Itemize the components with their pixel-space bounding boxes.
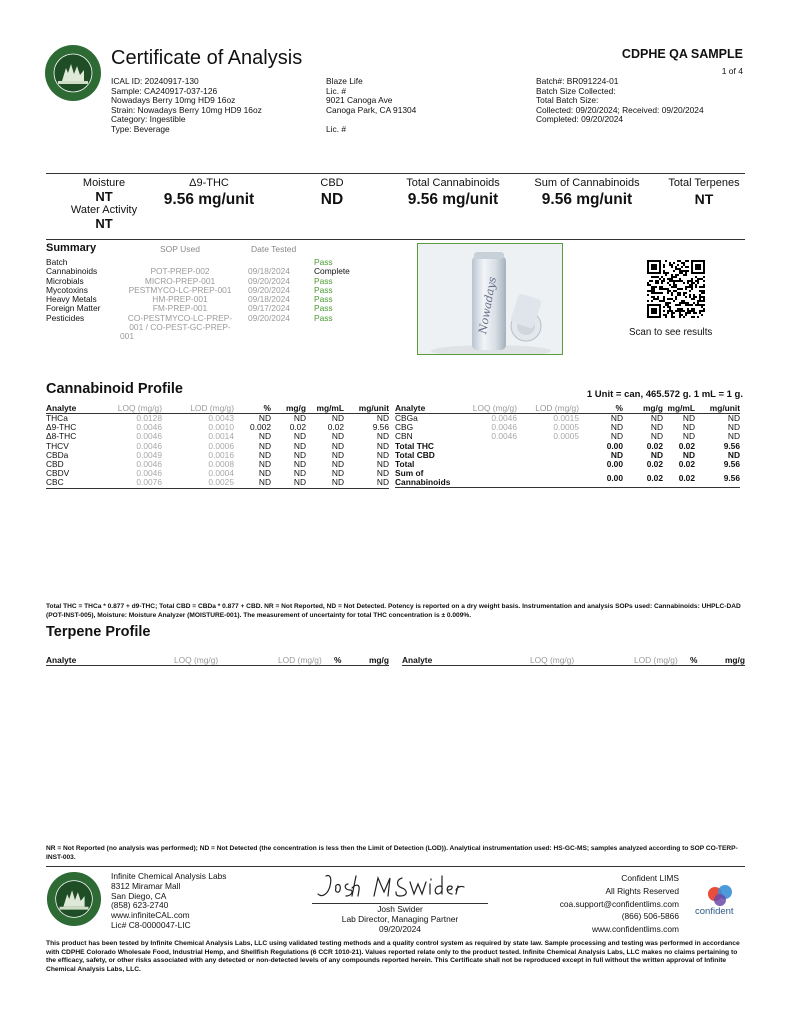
table-cell: ND [682, 422, 695, 433]
test-name: Foreign Matter [46, 303, 101, 314]
table-cell: ND [610, 413, 623, 423]
total-value: ND [610, 449, 623, 460]
test-result: Pass [314, 294, 333, 305]
lab-info [111, 872, 226, 931]
analyte-name: CBDa [46, 449, 69, 460]
total-value: 0.02 [678, 440, 695, 451]
unit-note: 1 Unit = can, 465.572 g. 1 mL = 1 g. [586, 389, 743, 400]
lims-name: Confident LIMS [621, 873, 679, 883]
table-cell: 0.0005 [553, 431, 579, 442]
lab-logo [44, 44, 102, 102]
sum-label-line: Cannabinoids [395, 477, 451, 488]
test-date: 09/20/2024 [248, 312, 290, 323]
total-value: 0.00 [606, 440, 623, 451]
sum-value: 0.02 [663, 469, 695, 488]
client-street: 9021 Canoga Ave [326, 95, 393, 106]
table-cell: 0.0005 [553, 422, 579, 433]
col-header: mg/g [368, 655, 389, 665]
lims-info [560, 872, 679, 936]
table-cell: ND [376, 468, 389, 479]
col-header: Analyte [46, 403, 106, 414]
total-row [395, 460, 740, 469]
lims-rights: All Rights Reserved [605, 885, 679, 896]
lims-phone: (866) 506-5866 [621, 911, 679, 922]
sample-id: Sample: CA240917-037-126 [111, 85, 218, 96]
test-date: 09/18/2024 [248, 266, 290, 277]
table-cell: ND [293, 449, 306, 460]
lab-website[interactable]: www.infiniteCAL.com [111, 910, 190, 921]
sop: MICRO-PREP-001 [144, 275, 216, 286]
table-cell: ND [610, 431, 623, 442]
table-cell: 0.0046 [136, 422, 162, 433]
table-cell: ND [376, 449, 389, 460]
table-cell: 0.0010 [208, 422, 234, 433]
sum-cannabinoids-metric [525, 177, 649, 209]
table-cell: ND [293, 440, 306, 451]
col-header: % [334, 655, 342, 665]
table-cell: ND [258, 413, 271, 423]
qr-caption: Scan to see results [629, 327, 713, 338]
divider [46, 239, 745, 240]
table-cell: 0.0076 [106, 478, 162, 488]
total-label: Total THC [395, 440, 434, 451]
col-header: LOQ (mg/g) [530, 655, 575, 665]
col-header: % [690, 655, 698, 665]
col-header: mg/g [623, 403, 663, 414]
table-cell: 0.002 [250, 422, 271, 433]
type: Type: Beverage [111, 123, 170, 134]
lab-name: Infinite Chemical Analysis Labs [111, 871, 227, 881]
col-header: mg/g [724, 655, 745, 665]
test-result: Pass [314, 312, 333, 323]
client-license-2: Lic. # [326, 123, 347, 134]
cannabinoid-table-right [395, 403, 740, 488]
table-cell: ND [258, 431, 271, 442]
col-header: mg/unit [344, 403, 389, 414]
strain: Strain: Nowadays Berry 10mg HD9 16oz [111, 104, 262, 115]
client-name: Blaze Life [326, 76, 363, 86]
table-cell: 0.02 [289, 422, 306, 433]
client-info [326, 77, 416, 135]
table-cell: ND [258, 449, 271, 460]
total-value: ND [650, 449, 663, 460]
col-header: mg/unit [695, 403, 740, 414]
sop: PESTMYCO-LC-PREP-001 [128, 284, 232, 295]
col-header: LOD (mg/g) [278, 655, 322, 665]
summary-tests [46, 258, 100, 323]
terpene-table-header-right [402, 655, 745, 666]
col-header: mg/mL [663, 403, 695, 414]
product-name: Nowadays Berry 10mg HD9 16oz [111, 95, 236, 106]
table-cell: ND [331, 459, 344, 470]
table-cell: ND [682, 431, 695, 442]
analyte-name: Δ8-THC [46, 431, 77, 442]
product-photo [417, 243, 563, 355]
table-cell: ND [258, 459, 271, 470]
sop: CO-PESTMYCO-LC-PREP- [127, 312, 233, 323]
test-date: 09/17/2024 [248, 303, 290, 314]
sample-info [111, 77, 262, 135]
test-result: Complete [314, 266, 350, 277]
table-cell: ND [331, 449, 344, 460]
disclaimer: This product has been tested by Infinite Chemical Analysis Labs, LLC using validated testing methods and a quality control system as required by state law. Sample processing and testing was performed in accordance with CDPHE Colorado Wholesale Food, Industrial Hemp, and Shellfish Regulations (6 CCR 1010-21). Values reported relate only to the product tested. Infinite Chemical Analysis Labs, LLC makes no claims pertaining to the efficacy, safety, or other risks associated with any detected or non-detected levels of any compounds reported herein. This Certificate shall not be reproduced except in full without the written approval of Infinite Chemical Analysis Labs, LLC. [46, 940, 740, 973]
test-result: Pass [314, 257, 333, 267]
moisture-value: NT [95, 189, 113, 204]
col-header: % [579, 403, 623, 414]
total-terpenes-metric [659, 177, 749, 207]
category: Category: Ingestible [111, 114, 186, 125]
lab-street: 8312 Miramar Mall [111, 880, 181, 891]
terpene-footnote: NR = Not Reported (no analysis was performed); ND = Not Detected (the concentration is less then the Limit of Detection (LOD)). Analytical instrumentation used: HS-GC-MS; samples analyzed according to SOP CO-TERP-INST-003. [46, 845, 738, 861]
test-name: Batch [46, 257, 68, 267]
moisture-metric [62, 177, 146, 231]
signer-title: Lab Director, Managing Partner [341, 913, 459, 924]
signer-name: Josh Swider [377, 904, 423, 914]
cannabinoid-profile-title: Cannabinoid Profile [46, 381, 183, 397]
can-label: Nowadays [476, 275, 499, 335]
table-cell: 0.0046 [491, 413, 517, 423]
test-name: Cannabinoids [46, 266, 98, 277]
total-value: 0.02 [678, 459, 695, 470]
cbd-value: ND [320, 191, 344, 208]
table-cell: ND [258, 468, 271, 479]
analyte-name: CBD [46, 459, 64, 470]
total-value: ND [682, 449, 695, 460]
lab-license: Lic# C8-0000047-LIC [111, 919, 191, 930]
total-value: 0.02 [646, 440, 663, 451]
col-header: LOQ (mg/g) [467, 403, 517, 414]
table-cell: 9.56 [372, 422, 389, 433]
ical-id: ICAL ID: 20240917-130 [111, 76, 199, 86]
divider [46, 173, 745, 174]
test-date: 09/20/2024 [248, 284, 290, 295]
summary-dates [248, 258, 290, 323]
table-row [46, 478, 389, 488]
col-header: LOD (mg/g) [517, 403, 579, 414]
lab-logo [46, 871, 102, 927]
table-cell: ND [610, 422, 623, 433]
sop: 001 / CO-PEST-GC-PREP- [129, 322, 231, 333]
client-license: Lic. # [326, 85, 347, 96]
table-cell: ND [376, 459, 389, 470]
analyte-name: THCV [46, 440, 69, 451]
table-cell: ND [293, 413, 306, 423]
page-number: 1 of 4 [721, 66, 743, 76]
analyte-name: CBG [395, 422, 414, 433]
cbd-label: CBD [320, 177, 344, 189]
col-header: % [234, 403, 271, 414]
collected-received: Collected: 09/20/2024; Received: 09/20/2024 [536, 104, 704, 115]
analyte-name: CBDV [46, 468, 70, 479]
divider [46, 866, 745, 867]
table-cell: ND [650, 431, 663, 442]
table-cell: ND [293, 431, 306, 442]
lab-city: San Diego, CA [111, 890, 167, 901]
table-cell: 0.0025 [162, 478, 234, 488]
test-name: Pesticides [46, 312, 85, 323]
sum-row [395, 469, 740, 488]
sop: 001 [120, 331, 134, 342]
table-cell: 0.0015 [553, 413, 579, 423]
col-header: Analyte [46, 655, 77, 665]
total-batch-size: Total Batch Size: [536, 95, 599, 106]
signature [312, 870, 482, 902]
sum-value: 0.02 [623, 469, 663, 488]
cannabinoid-table-left [46, 403, 389, 489]
table-cell: 0.0049 [136, 449, 162, 460]
sum-label-line: Sum of [395, 468, 424, 479]
table-cell: 0.0043 [208, 413, 234, 423]
col-header: Analyte [395, 403, 467, 414]
test-date: 09/18/2024 [248, 294, 290, 305]
table-cell: ND [293, 459, 306, 470]
batch-number: Batch#: BR091224-01 [536, 76, 619, 86]
table-cell: 0.0014 [208, 431, 234, 442]
total-value: 0.02 [646, 459, 663, 470]
completed-date: Completed: 09/20/2024 [536, 114, 624, 125]
table-cell: ND [650, 422, 663, 433]
d9-thc-label: Δ9-THC [189, 177, 229, 189]
total-cannabinoids-value: 9.56 mg/unit [407, 191, 499, 208]
table-cell: 0.0006 [208, 440, 234, 451]
lims-email[interactable]: coa.support@confidentlims.com [559, 898, 679, 909]
total-value: 9.56 [723, 440, 740, 451]
client-city: Canoga Park, CA 91304 [326, 104, 417, 115]
terpene-table-header-left [46, 655, 389, 666]
col-header: LOD (mg/g) [162, 403, 234, 414]
batch-info [536, 77, 704, 125]
total-cannabinoids-label: Total Cannabinoids [406, 177, 500, 189]
beverage-can-image [418, 244, 563, 355]
total-value: ND [727, 449, 740, 460]
table-cell: 0.0004 [208, 468, 234, 479]
sum-value: 0.00 [579, 469, 623, 488]
col-header: mg/g [271, 403, 306, 414]
d9-thc-value: 9.56 mg/unit [163, 191, 255, 208]
sum-cannabinoids-label: Sum of Cannabinoids [534, 177, 640, 189]
moisture-label: Moisture [82, 177, 126, 189]
summary-results [314, 258, 350, 323]
analyte-name: THCa [46, 413, 68, 423]
table-cell: 0.0046 [491, 422, 517, 433]
table-cell: ND [306, 478, 344, 488]
test-name: Heavy Metals [46, 294, 97, 305]
total-value: 9.56 [723, 459, 740, 470]
test-result: Pass [314, 284, 333, 295]
sum-value: 9.56 [695, 469, 740, 488]
sum-label [395, 469, 579, 488]
sop: HM-PREP-001 [152, 294, 208, 305]
table-cell: 0.02 [327, 422, 344, 433]
table-cell: ND [727, 422, 740, 433]
test-date: 09/20/2024 [248, 275, 290, 286]
sign-date: 09/20/2024 [379, 923, 421, 934]
sop-header: SOP Used [160, 244, 201, 254]
sum-cannabinoids-value: 9.56 mg/unit [541, 191, 633, 208]
table-cell: ND [331, 431, 344, 442]
table-cell: ND [271, 478, 306, 488]
table-cell: 0.0046 [491, 431, 517, 442]
table-cell: ND [331, 440, 344, 451]
analyte-name: CBGa [395, 413, 418, 423]
cannabinoid-footnote: Total THC = THCa * 0.877 + d9-THC; Total CBD = CBDa * 0.877 + CBD. NR = Not Reported, ND = Not Detected. Potency is reported on a dry weight basis. Instrumentation and analysis SOPs used: Cannabinoids: UHPLC-DAD (POT-INST-005), Moisture: Moisture Analyzer (MOISTURE-001). The measurement of uncertainty for total THC concentration is ± 0.009%. [46, 603, 741, 619]
table-cell: 0.0046 [136, 431, 162, 442]
test-name: Mycotoxins [46, 284, 88, 295]
qa-sample-label: CDPHE QA SAMPLE [621, 47, 743, 61]
sop: FM-PREP-001 [152, 303, 208, 314]
table-cell: ND [682, 413, 695, 423]
test-result: Pass [314, 275, 333, 286]
col-header: LOQ (mg/g) [106, 403, 162, 414]
water-activity-label: Water Activity [70, 204, 138, 216]
table-cell: ND [650, 413, 663, 423]
confident-brand: confident [695, 906, 734, 917]
table-cell: ND [727, 431, 740, 442]
table-cell: ND [331, 413, 344, 423]
test-result: Pass [314, 303, 333, 314]
table-cell: 0.0046 [136, 459, 162, 470]
cbd-metric [291, 177, 373, 209]
lab-phone: (858) 623-2740 [111, 900, 169, 911]
col-header: LOQ (mg/g) [174, 655, 219, 665]
analyte-name: CBC [46, 478, 106, 488]
table-cell: 0.0016 [208, 449, 234, 460]
total-label: Total CBD [395, 449, 435, 460]
total-terpenes-label: Total Terpenes [668, 177, 740, 189]
batch-size-collected: Batch Size Collected: [536, 85, 616, 96]
signer-block [312, 905, 488, 934]
col-header: Analyte [402, 655, 433, 665]
total-terpenes-value: NT [694, 191, 714, 207]
total-cannabinoids-metric [392, 177, 514, 209]
total-value: 0.00 [606, 459, 623, 470]
table-cell: ND [293, 468, 306, 479]
table-cell: ND [344, 478, 389, 488]
table-cell: ND [258, 440, 271, 451]
summary-sops [118, 258, 242, 342]
table-cell: ND [376, 440, 389, 451]
table-cell: 0.0046 [136, 468, 162, 479]
qr-code[interactable] [647, 260, 705, 318]
table-cell: ND [234, 478, 271, 488]
d9-thc-metric [150, 177, 268, 209]
table-cell: 0.0046 [136, 440, 162, 451]
total-label: Total [395, 459, 415, 470]
date-header: Date Tested [251, 244, 297, 254]
summary-title: Summary [46, 242, 97, 254]
analyte-name: Δ9-THC [46, 422, 77, 433]
table-cell: ND [727, 413, 740, 423]
table-cell: ND [376, 413, 389, 423]
analyte-name: CBN [395, 431, 413, 442]
lims-website[interactable]: www.confidentlims.com [591, 924, 679, 935]
table-cell: 0.0128 [136, 413, 162, 423]
terpene-profile-title: Terpene Profile [46, 624, 151, 640]
test-name: Microbials [46, 275, 84, 286]
document-title: Certificate of Analysis [111, 47, 303, 69]
col-header: mg/mL [306, 403, 344, 414]
table-cell: ND [331, 468, 344, 479]
col-header: LOD (mg/g) [634, 655, 678, 665]
water-activity-value: NT [95, 216, 113, 231]
table-cell: ND [376, 431, 389, 442]
sop: POT-PREP-002 [150, 266, 210, 277]
table-cell: 0.0008 [208, 459, 234, 470]
